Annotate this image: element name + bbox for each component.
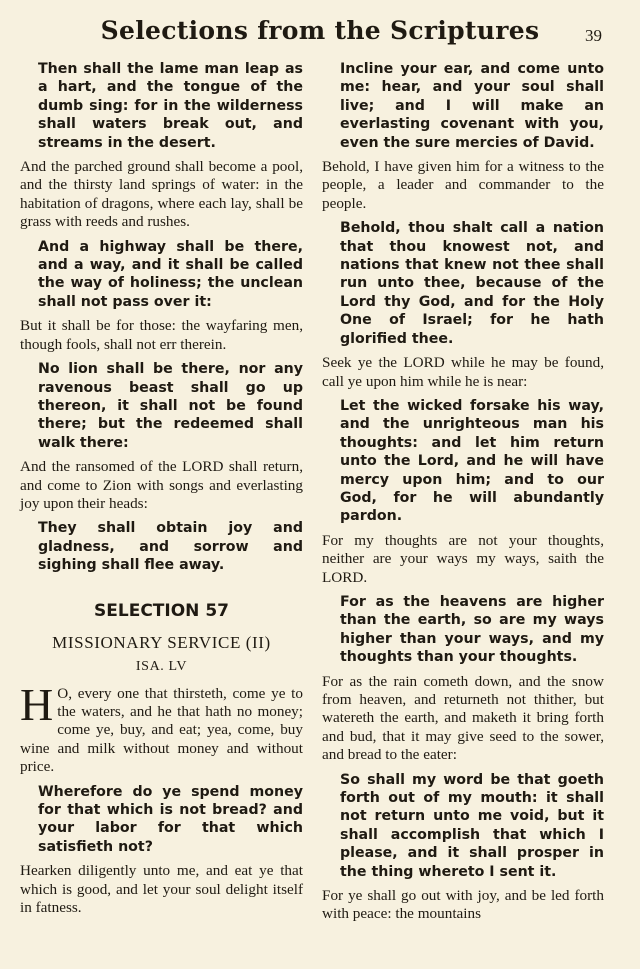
- drop-cap: H: [20, 678, 54, 730]
- page-header: [0, 14, 640, 54]
- verse-paragraph: And the parched ground shall become a pool, and the thirsty land springs of water: in the habitation of dragons, where each lay, shall be grass with reeds and rushes.: [20, 158, 303, 231]
- verse-paragraph: Let the wicked forsake his way, and the unrighteous man his thoughts: and let him return unto the Lord, and he will have mercy upon him; and to our God, for he will abundantly pardon.: [340, 397, 604, 525]
- verse-paragraph: And the ransomed of the LORD shall return, and come to Zion with songs and everlasting joy upon their heads:: [20, 458, 303, 512]
- verse-paragraph: Seek ye the LORD while he may be found, call ye upon him while he is near:: [322, 354, 604, 390]
- verse-paragraph: For as the rain cometh down, and the snow from heaven, and returneth not thither, but watereth the earth, and maketh it bring forth and bud, that it may give seed to the sower, and bread to the eater:: [322, 672, 604, 764]
- verse-paragraph: Behold, thou shalt call a nation that thou knowest not, and nations that knew not thee shall run unto thee, because of the Lord thy God, and for the Holy One of Israel; for he hath glorified thee.: [340, 220, 604, 347]
- verse-paragraph: Behold, I have given him for a witness to the people, a leader and commander to the people.: [322, 158, 604, 212]
- verse-paragraph: So shall my word be that goeth forth out of my mouth: it shall not return unto me void, but it shall accomplish that which I please, and it shall prosper in the thing whereto I sent it.: [340, 771, 604, 880]
- running-title: Selections from the Scriptures: [100, 16, 540, 45]
- scripture-reference: ISA. LV: [135, 658, 188, 674]
- verse-paragraph: Incline your ear, and come unto me: hear, and your soul shall live; and I will make an everlasting covenant with you, even the sure mercies of David.: [340, 61, 604, 151]
- verse-paragraph: Wherefore do ye spend money for that which is not bread? and your labor for that which satisfieth not?: [38, 783, 303, 855]
- page-number: 39: [585, 26, 602, 45]
- opening-paragraph: [20, 678, 303, 777]
- verse-paragraph: Then shall the lame man leap as a hart, and the tongue of the dumb sing: for in the wilderness shall waters break out, and streams in the desert.: [38, 61, 303, 151]
- selection-title: SELECTION 57: [94, 600, 229, 621]
- right-column: [322, 60, 604, 930]
- section-title: MISSIONARY SERVICE (II): [52, 632, 271, 652]
- verse-paragraph: For as the heavens are higher than the earth, so are my ways higher than your ways, and my thoughts than your thoughts.: [340, 593, 604, 666]
- verse-paragraph: They shall obtain joy and gladness, and sorrow and sighing shall flee away.: [38, 520, 303, 574]
- verse-paragraph: For ye shall go out with joy, and be led forth with peace: the mountains: [322, 887, 604, 923]
- verse-paragraph: And a highway shall be there, and a way, and it shall be called the way of holiness; the unclean shall not pass over it:: [38, 238, 303, 310]
- verse-paragraph: Hearken diligently unto me, and eat ye that which is good, and let your soul delight itself in fatness.: [20, 862, 303, 917]
- verse-paragraph: No lion shall be there, nor any ravenous beast shall go up thereon, it shall not be found there; but the redeemed shall walk there:: [38, 361, 303, 451]
- opening-text: O, every one that thirsteth, come ye to the waters, and he that hath no money; come ye, buy, and eat; yea, come, buy wine and milk without money and without price.: [20, 684, 303, 776]
- verse-paragraph: But it shall be for those: the wayfaring men, though fools, shall not err therein.: [20, 317, 303, 353]
- verse-paragraph: For my thoughts are not your thoughts, neither are your ways my ways, saith the LORD.: [322, 531, 604, 586]
- left-column: [20, 60, 303, 923]
